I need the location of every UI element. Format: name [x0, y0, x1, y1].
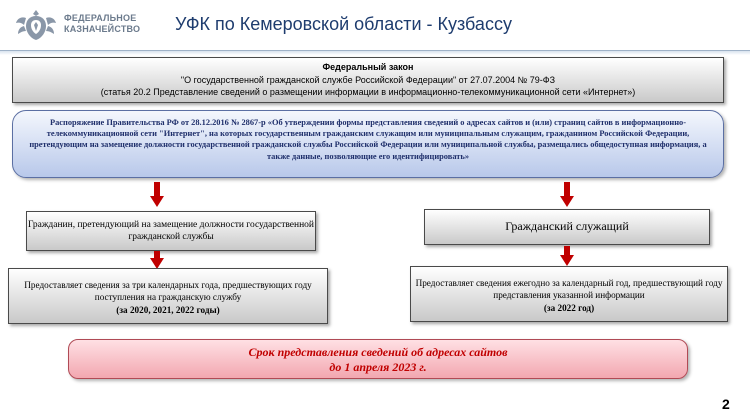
deadline-box — [68, 339, 688, 379]
deadline-line-1: Срок представления сведений об адресах сайтов — [248, 345, 508, 359]
civil-servant-info-text: Предоставляет сведения ежегодно за календарный год, предшествующий году представления указанной информации — [415, 278, 723, 301]
applicant-heading: Гражданин, претендующий на замещение должности государственной гражданской службы — [27, 220, 315, 242]
arrow-down-icon — [150, 182, 164, 208]
applicant-box — [26, 211, 316, 251]
civil-servant-info-years: (за 2022 год) — [543, 302, 595, 313]
arrow-down-icon — [560, 182, 574, 208]
header-shadow — [0, 51, 750, 55]
logo-line-2: КАЗНАЧЕЙСТВО — [64, 24, 141, 34]
government-decree-box — [12, 110, 724, 178]
applicant-info-box — [8, 268, 328, 324]
applicant-info-text: Предоставляет сведения за три календарных года, предшествующих году поступления на гражданскую службу — [24, 280, 312, 303]
page-number: 2 — [722, 396, 730, 412]
civil-servant-box — [424, 209, 710, 245]
civil-servant-info-box — [410, 266, 728, 322]
law-article: (статья 20.2 Представление сведений о размещении информации в информационно-телекоммуникационной сети «Интернет») — [100, 87, 636, 97]
logo-line-1: ФЕДЕРАЛЬНОЕ — [64, 13, 137, 23]
page-title: УФК по Кемеровской области - Кузбассу — [175, 14, 512, 34]
federal-law-box — [12, 57, 724, 103]
law-name: "О государственной гражданской службе Российской Федерации" от 27.07.2004 № 79-ФЗ — [180, 74, 556, 85]
logo-text — [64, 13, 154, 35]
deadline-line-2: до 1 апреля 2023 г. — [329, 360, 427, 374]
law-title: Федеральный закон — [322, 62, 414, 72]
emblem-icon — [14, 6, 58, 46]
decree-text: Распоряжение Правительства РФ от 28.12.2016 № 2867-р «Об утверждении формы представления сведений о адресах сайтов и (или) страниц сайтов в информационно-телекоммуникационной сети "Интернет", на которых государственным гражданским служащим или муниципальным служащим, гражданином Российской Федерации, претендующим на замещение должности государственной гражданской службы Российской Федерации или муниципальной службы, размещались общедоступная информация, а также данные, позволяющие его идентифицировать» — [29, 118, 707, 161]
civil-servant-heading: Гражданский служащий — [505, 219, 629, 233]
applicant-info-years: (за 2020, 2021, 2022 годы) — [116, 304, 220, 315]
